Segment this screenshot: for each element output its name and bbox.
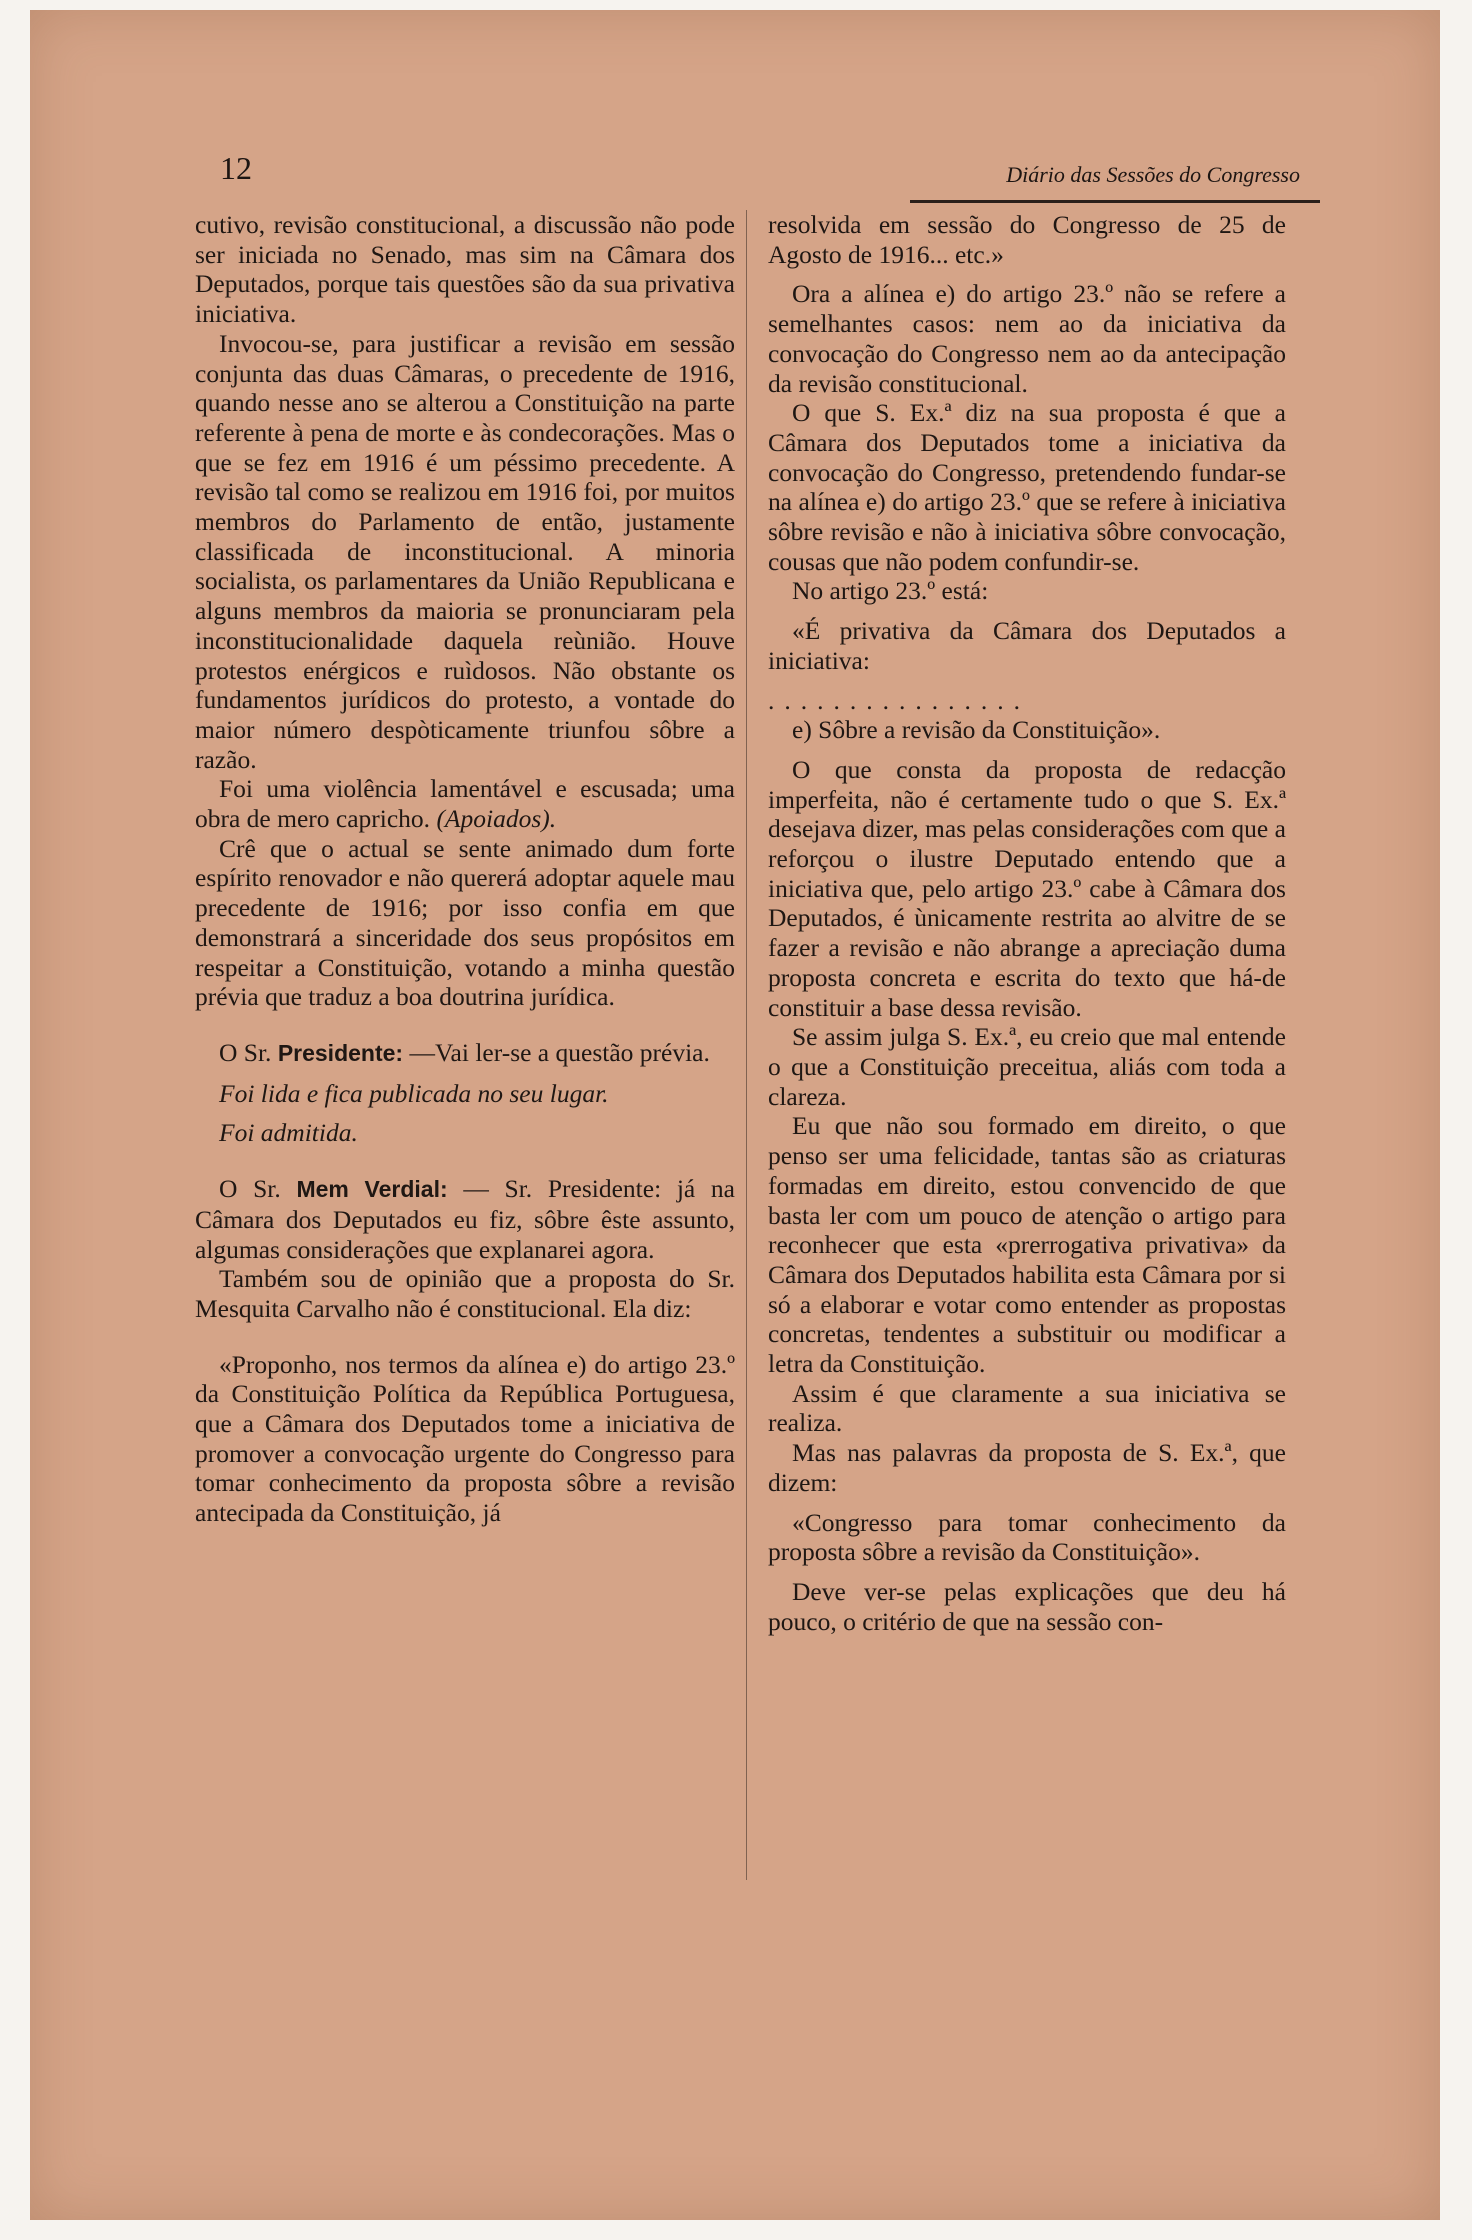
speech-text: —Vai ler-se a questão prévia. — [409, 1037, 710, 1067]
right-paragraph-4: O que consta da proposta de redacção imperfeita, não é certamente tudo o que S. Ex.ª desejava dizer, mas pelas considerações com que a reforçou o ilustre Deputado entendo que a iniciativa que, pelo artigo 23.º cabe à Câmara dos Deputados, é ùnicamente restrita ao alvitre de se fazer a revisão e não abrange a apreciação duma proposta concreta e escrita do texto que há-de constituir a base dessa revisão. — [768, 754, 1286, 1022]
page-number: 12 — [220, 150, 252, 186]
president-speech — [195, 1038, 735, 1069]
right-paragraph-3: No artigo 23.º está: — [792, 576, 989, 606]
left-paragraph-9: Também sou de opinião que a proposta do Sr. Mesquita Carvalho não é constitucional. Ela diz: — [195, 1264, 735, 1323]
left-paragraph-3 — [195, 774, 735, 833]
left-paragraph-2: Invocou-se, para justificar a revisão em sessão conjunta das duas Câmaras, o precedente de 1916, quando nesse ano se alterou a Constituição na parte referente à pena de morte e às condecorações. Mas o que se fez em 1916 é um péssimo precedente. A revisão tal como se realizou em 1916 foi, por muitos membros do Parlamento de então, justamente classificada de inconstitucional. A minoria socialista, os parlamentares da União Republicana e alguns membros da maioria se pronunciaram pela inconstitucionalidade daquela reùnião. Houve protestos enérgicos e ruìdosos. Não obstante os fundamentos jurídicos do protesto, a vontade do maior número despòticamente triunfou sôbre a razão. — [195, 328, 735, 774]
right-paragraph-5: Se assim julga S. Ex.ª, eu creio que mal entende o que a Constituição preceitua, aliás com toda a clareza. — [768, 1022, 1286, 1111]
left-paragraph-4: Crê que o actual se sente animado dum forte espírito renovador e não quererá adoptar aquele mau precedente de 1916; por isso confia em que demonstrará a sinceridade dos seus propósitos em respeitar a Constituição, votando a minha questão prévia que traduz a boa doutrina jurídica. — [195, 833, 735, 1012]
ellipsis-dots: ................ — [768, 685, 1030, 715]
speech-prefix: O Sr. — [219, 1037, 272, 1067]
left-paragraph-1: cutivo, revisão constitucional, a discussão não pode ser iniciada no Senado, mas sim na Câmara dos Deputados, porque tais questões são da sua privativa iniciativa. — [195, 210, 735, 329]
right-paragraph-2: O que S. Ex.ª diz na sua proposta é que a Câmara dos Deputados tome a iniciativa da convocação do Congresso, pretendendo fundar-se na alínea e) do artigo 23.º que se refere à iniciativa sôbre revisão e não à iniciativa sôbre convocação, cousas que não podem confundir-se. — [768, 398, 1286, 576]
header-rule — [910, 200, 1320, 203]
constitution-quote: «É privativa da Câmara dos Deputados a iniciativa: — [768, 616, 1286, 675]
speaker-name: Mem Verdial: — [296, 1176, 448, 1203]
right-quote-continuation: resolvida em sessão do Congresso de 25 de Agosto de 1916... etc.» — [768, 210, 1286, 269]
right-paragraph-1: Ora a alínea e) do artigo 23.º não se refere a semelhantes casos: nem ao da iniciativa da convocação do Congresso nem ao da antecipação da revisão constitucional. — [768, 279, 1286, 398]
congress-quote: «Congresso para tomar conhecimento da proposta sôbre a revisão da Constituição». — [768, 1507, 1286, 1567]
column-divider — [746, 210, 747, 1880]
right-paragraph-6: Eu que não sou formado em direito, o que penso ser uma felicidade, tantas são as criaturas formadas em direito, estou convencido de que basta ler com um pouco de atenção o artigo para reconhecer que esta «prerrogativa privativa» da Câmara dos Deputados habilita esta Câmara por si só a elaborar e votar como entender as propostas concretas, tendentes a substituir ou modificar a letra da Constituição. — [768, 1111, 1286, 1379]
left-column — [195, 210, 735, 1528]
apoiados-note: (Apoiados). — [436, 804, 557, 834]
right-paragraph-8: Mas nas palavras da proposta de S. Ex.ª, que dizem: — [768, 1438, 1286, 1497]
speaker-name: Presidente: — [277, 1039, 404, 1066]
speech-prefix: O Sr. — [219, 1174, 281, 1204]
right-paragraph-7: Assim é que claramente a sua iniciativa se realiza. — [768, 1378, 1286, 1438]
right-paragraph-9: Deve ver-se pelas explicações que deu há pouco, o critério de que na sessão con- — [768, 1576, 1286, 1636]
constitution-quote-item: e) Sôbre a revisão da Constituição». — [792, 715, 1161, 745]
proposal-quote: «Proponho, nos termos da alínea e) do artigo 23.º da Constituição Política da República Portuguesa, que a Câmara dos Deputados tome a iniciativa de promover a convocação urgente do Congresso para tomar conhecimento da proposta sôbre a revisão antecipada da Constituição, já — [195, 1349, 735, 1528]
speech-text: — Sr. Presidente: já na Câmara dos Deputados eu fiz, sôbre êste assunto, algumas considerações que explanarei agora. — [195, 1174, 735, 1264]
admitted-note: Foi admitida. — [219, 1118, 358, 1148]
right-column — [768, 210, 1286, 1636]
left-paragraph-3-text: Foi uma violência lamentável e escusada; uma obra de mero capricho. — [195, 774, 735, 834]
mem-verdial-speech — [195, 1174, 735, 1264]
running-title: Diário das Sessões do Congresso — [1006, 162, 1300, 187]
read-note: Foi lida e fica publicada no seu lugar. — [219, 1078, 609, 1108]
